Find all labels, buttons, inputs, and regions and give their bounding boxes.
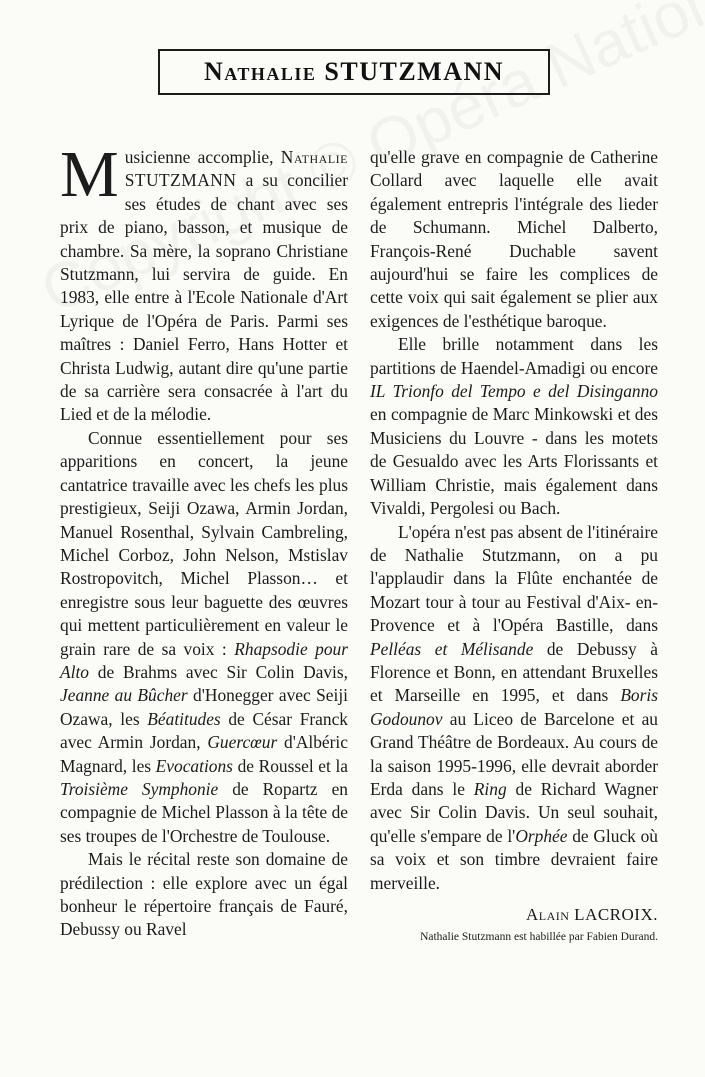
work-title: IL Trionfo del Tempo e del Disinganno [370, 381, 658, 402]
page-title: Nathalie STUTZMANN [203, 57, 505, 86]
text-run: de Debussy à Florence et Bonn, en attendant Bruxelles et Marseille en 1995, et dans [370, 638, 659, 706]
paragraph-recordings [370, 146, 658, 333]
right-column [370, 146, 658, 944]
work-title: Evocations [155, 755, 233, 776]
text-run: Connue essentiellement pour ses apparitions en concert, la jeune cantatrice travaille avec les chefs les plus prestigieux, Seiji Ozawa, Armin Jordan, Manuel Rosenthal, Sylvain Cambreling, Michel Corboz, John Nelson, Mstislav Rostropovitch, Michel Plasson… et enregistre sous leur baguette des œuvres qui mettent particulièrement en valeur le grain rare de sa voix : [60, 427, 348, 659]
text-run: de César Franck avec Armin Jordan, [60, 708, 348, 753]
text-run: usicienne accomplie, [124, 147, 281, 167]
costume-credit: Nathalie Stutzmann est habillée par Fabien Durand. [420, 931, 658, 944]
text-run: Mais le récital reste son domaine de prédilection : elle explore avec un égal bonheur le répertoire français de Fauré, Debussy ou Ravel [60, 849, 348, 940]
work-title: Béatitudes [147, 708, 221, 729]
work-title: Orphée [515, 825, 568, 846]
text-run: qu'elle grave en compagnie de Catherine Collard avec laquelle elle avait également entrepris l'intégrale des lieder de Schumann. Michel Dalberto, François-René Duchable savent aujourd'hui se faire les complices de cette voix qui sait également se plier aux exigences de l'esthétique baroque. [370, 147, 658, 331]
work-title: Pelléas et Mélisande [370, 638, 534, 659]
work-title: Ring [473, 778, 507, 799]
author-signature: Alain LACROIX. [526, 905, 658, 924]
text-run: de Richard Wagner avec Sir Colin Davis. Un seul souhait, qu'elle s'empare de l' [370, 778, 658, 846]
work-title: Rhapsodie pour Alto [60, 638, 348, 682]
text-run: d'Albéric Magnard, les [60, 732, 348, 776]
work-title: Troisième Symphonie [60, 778, 219, 799]
paragraph-opera [370, 521, 658, 896]
paragraph-baroque [370, 333, 658, 520]
paragraph-intro [60, 138, 348, 427]
text-run: d'Honegger avec Seiji Ozawa, les [60, 685, 348, 729]
paragraph-recital [60, 848, 348, 942]
drop-cap: M [60, 138, 119, 211]
text-run: de Brahms avec Sir Colin Davis, [88, 661, 348, 682]
work-title: Guercœur [207, 732, 278, 753]
text-run: de Gluck où sa voix et son timbre devraient faire merveille. [370, 825, 658, 893]
text-run: Elle brille notamment dans les partitions de Haendel-Amadigi ou encore [370, 334, 658, 378]
paragraph-concerts [60, 427, 348, 848]
text-run: a su concilier ses études de chant avec ses prix de piano, basson, et musique de chambre. Sa mère, la soprano Christiane Stutzmann, lui servira de guide. En 1983, elle entre à l'Ecole Nationale d'Art Lyrique de l'Opéra de Paris. Parmi ses maîtres : Daniel Ferro, Hans Hotter et Christa Ludwig, autant dire qu'une partie de sa carrière sera consacrée à l'art du Lied et de la mélodie. [60, 170, 348, 425]
text-run: au Liceo de Barcelone et au Grand Théâtre de Bordeaux. Au cours de la saison 1995-1996, elle devrait aborder Erda dans le [370, 708, 658, 799]
text-run: de Roussel et la [232, 755, 348, 776]
work-title: Boris Godounov [370, 685, 658, 729]
work-title: Jeanne au Bûcher [60, 685, 188, 706]
artist-name: Nathalie STUTZMANN [124, 147, 348, 191]
left-column [60, 138, 349, 942]
text-run: de Ropartz en compagnie de Michel Plasson à la tête de ses troupes de l'Orchestre de Toulouse. [60, 778, 349, 846]
text-run: L'opéra n'est pas absent de l'itinéraire de Nathalie Stutzmann, on a pu l'applaudir dans la Flûte enchantée de Mozart tour à tour au Festival d'Aix- en-Provence et à l'Opéra Bastille, dans [370, 521, 659, 636]
title-frame [158, 49, 550, 95]
text-run: en compagnie de Marc Minkowski et des Musiciens du Louvre - dans les motets de Gesualdo avec les Arts Florissants et William Christie, mais également dans Vivaldi, Pergolesi ou Bach. [370, 404, 658, 519]
